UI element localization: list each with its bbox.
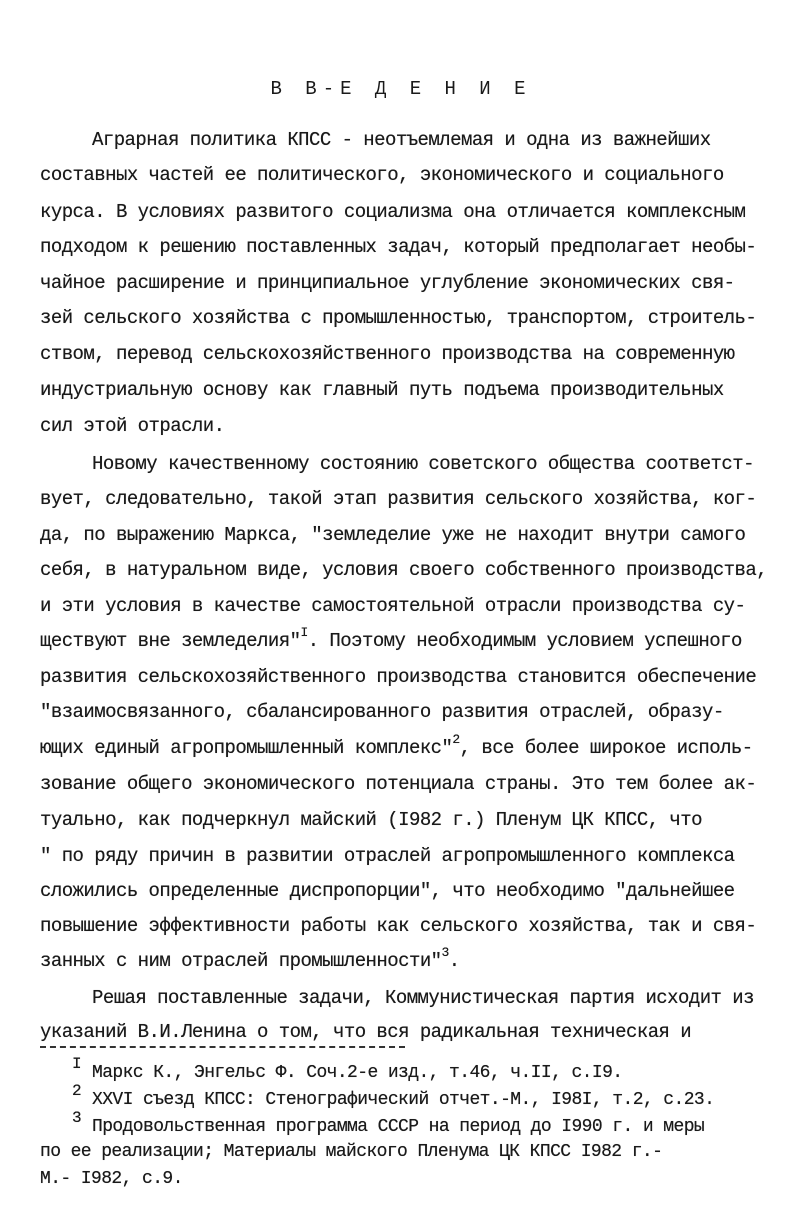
paragraph-2-line-14: повышение эффективности работы как сельского хозяйства, так и свя- [40, 915, 757, 937]
paragraph-2-line-10: зование общего экономического потенциала страны. Это тем более ак- [40, 773, 757, 795]
page-title: В В-Е Д Е Н И Е [270, 78, 532, 100]
paragraph-1-line-8: индустриальную основу как главный путь подъема производительных [40, 379, 724, 401]
paragraph-1-line-1: Аграрная политика КПСС - неотъемлемая и одна из важнейших [92, 129, 711, 151]
paragraph-2-line-9 [40, 732, 760, 760]
paragraph-2-line-6 [40, 625, 760, 653]
footnote-mark: I [72, 1055, 82, 1073]
paragraph-2-line-1: Новому качественному состоянию советского общества соответст- [92, 453, 754, 475]
footnote-mark: 3 [72, 1109, 82, 1127]
paragraph-1-line-6: зей сельского хозяйства с промышленностью, транспортом, строитель- [40, 307, 757, 329]
paragraph-1-line-7: ством, перевод сельскохозяйственного производства на современную [40, 343, 735, 365]
footnote-ref-3[interactable]: 3 [441, 945, 449, 960]
paragraph-2-line-8: "взаимосвязанного, сбалансированного развития отраслей, образу- [40, 701, 724, 723]
line-text-after: . Поэтому необходимым условием успешного [307, 630, 742, 652]
paragraph-2-line-13: сложились определенные диспропорции", что необходимо "дальнейшее [40, 880, 735, 902]
paragraph-1-line-5: чайное расширение и принципиальное углубление экономических свя- [40, 272, 735, 294]
footnote-2 [0, 1082, 796, 1110]
line-text: ющих единый агропромышленный комплекс" [40, 737, 453, 759]
paragraph-2-line-15 [40, 945, 760, 973]
paragraph-3-line-2: указаний В.И.Ленина о том, что вся радикальная техническая и [40, 1021, 692, 1043]
paragraph-1-line-4: подходом к решению поставленных задач, который предполагает необы- [40, 236, 757, 258]
footnote-text: Продовольственная программа СССР на период до I990 г. и меры [92, 1117, 705, 1137]
paragraph-3-line-1: Решая поставленные задачи, Коммунистическая партия исходит из [92, 987, 754, 1009]
footnote-ref-1[interactable]: I [300, 625, 308, 640]
paragraph-2-line-4: себя, в натуральном виде, условия своего собственного производства, [40, 559, 768, 581]
line-text: ществуют вне земледелия" [40, 630, 301, 652]
footnote-1 [0, 1055, 796, 1083]
paragraph-2-line-7: развития сельскохозяйственного производства становится обеспечение [40, 666, 757, 688]
footnote-3 [0, 1109, 796, 1137]
paragraph-2-line-11: туально, как подчеркнул майский (I982 г.) Пленум ЦК КПСС, что [40, 809, 702, 831]
footnote-3-continuation-1: по ее реализации; Материалы майского Пленума ЦК КПСС I982 г.- [40, 1142, 663, 1162]
paragraph-2-line-5: и эти условия в качестве самостоятельной отрасли производства су- [40, 595, 746, 617]
line-text-after: . [448, 950, 460, 972]
paragraph-2-line-12: " по ряду причин в развитии отраслей агропромышленного комплекса [40, 845, 735, 867]
paragraph-1-line-2: составных частей ее политического, экономического и социального [40, 164, 724, 186]
line-text: занных с ним отраслей промышленности" [40, 950, 442, 972]
footnote-3-continuation-2: М.- I982, с.9. [40, 1169, 183, 1189]
paragraph-1-line-9: сил этой отрасли. [40, 415, 225, 437]
paragraph-1-line-3: курса. В условиях развитого социализма она отличается комплексным [40, 201, 746, 223]
footnote-mark: 2 [72, 1082, 82, 1100]
paragraph-2-line-3: да, по выражению Маркса, "земледелие уже не находит внутри самого [40, 524, 746, 546]
paragraph-2-line-2: вует, следовательно, такой этап развития сельского хозяйства, ког- [40, 488, 757, 510]
footnote-separator [40, 1046, 405, 1048]
footnote-text: XXVI съезд КПСС: Стенографический отчет.-М., I98I, т.2, с.23. [92, 1090, 715, 1110]
line-text-after: , все более широкое исполь- [459, 737, 753, 759]
footnote-ref-2[interactable]: 2 [452, 732, 460, 747]
footnote-text: Маркс К., Энгельс Ф. Соч.2-е изд., т.46, ч.II, с.I9. [92, 1063, 623, 1083]
